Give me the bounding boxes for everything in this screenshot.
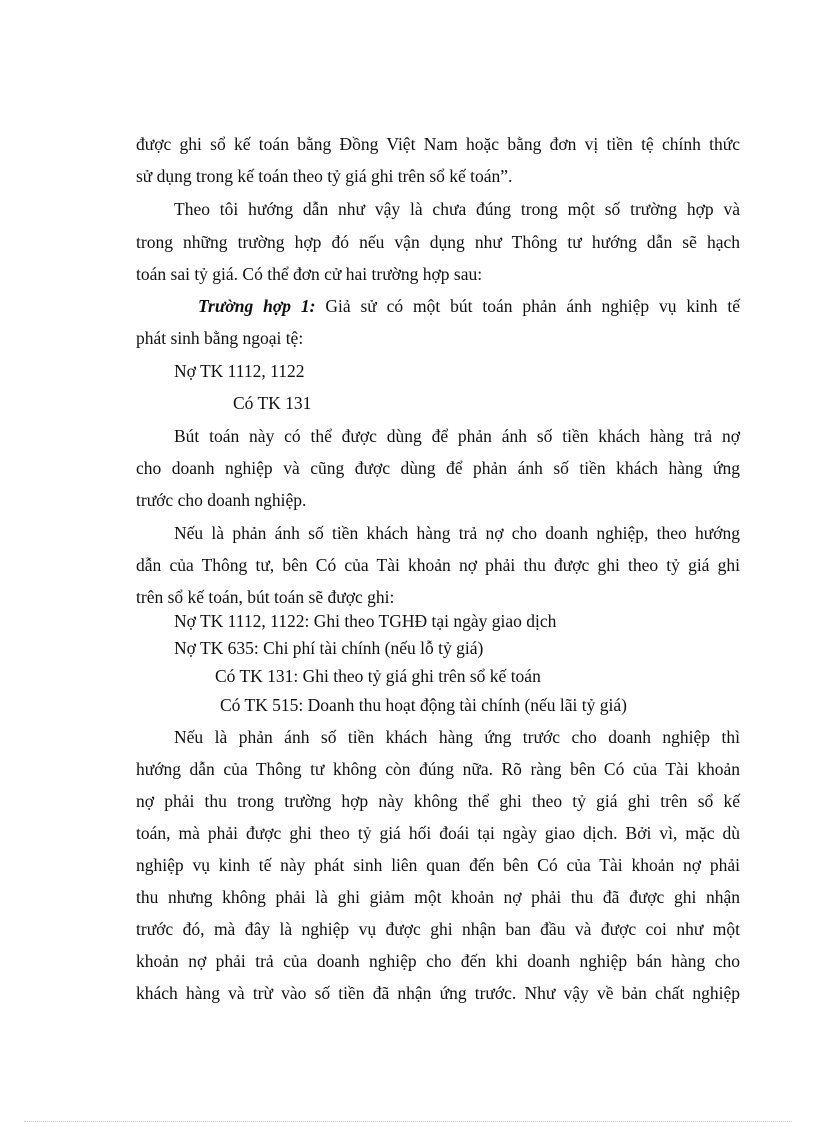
text-line: dẫn của Thông tư, bên Có của Tài khoản nợ phải thu được ghi theo tỷ giá ghi bbox=[136, 555, 740, 575]
text-line: nợ phải thu trong trường hợp này không thể ghi theo tỷ giá ghi trên sổ kế bbox=[136, 791, 740, 811]
text-line: trước đó, mà đây là nghiệp vụ được ghi nhận ban đầu và được coi như một bbox=[136, 919, 740, 939]
text-line: trên sổ kế toán, bút toán sẽ được ghi: bbox=[136, 587, 395, 607]
text-line: nghiệp vụ kinh tế này phát sinh liên quan đến bên Có của Tài khoản nợ phải bbox=[136, 855, 740, 875]
text-line: khoản nợ phải trả của doanh nghiệp cho đến khi doanh nghiệp bán hàng cho bbox=[136, 951, 740, 971]
entry-line: Nợ TK 1112, 1122: Ghi theo TGHĐ tại ngày giao dịch bbox=[174, 611, 557, 631]
text-line: sử dụng trong kế toán theo tỷ giá ghi trên sổ kế toán”. bbox=[136, 166, 513, 186]
case-label: Trường hợp 1: bbox=[198, 296, 316, 316]
text-line: Nếu là phản ánh số tiền khách hàng ứng trước cho doanh nghiệp thì bbox=[174, 727, 740, 747]
entry-line: Có TK 131 bbox=[233, 393, 312, 413]
text-line: được ghi sổ kế toán bằng Đồng Việt Nam hoặc bằng đơn vị tiền tệ chính thức bbox=[136, 134, 740, 154]
text-line: toán sai tỷ giá. Có thể đơn cử hai trường hợp sau: bbox=[136, 264, 483, 284]
page-bottom-divider bbox=[24, 1121, 792, 1122]
text-line: trong những trường hợp đó nếu vận dụng như Thông tư hướng dẫn sẽ hạch bbox=[136, 232, 740, 252]
text-line: trước cho doanh nghiệp. bbox=[136, 490, 307, 510]
text-line: thu nhưng không phải là ghi giảm một khoản nợ phải thu đã được ghi nhận bbox=[136, 887, 740, 907]
entry-line: Nợ TK 1112, 1122 bbox=[174, 361, 305, 381]
entry-line: Nợ TK 635: Chi phí tài chính (nếu lỗ tỷ giá) bbox=[174, 638, 484, 658]
text-line: Bút toán này có thể được dùng để phản ánh số tiền khách hàng trả nợ bbox=[174, 426, 740, 446]
text-line: cho doanh nghiệp và cũng được dùng để phản ánh số tiền khách hàng ứng bbox=[136, 458, 740, 478]
text-line: hướng dẫn của Thông tư không còn đúng nữa. Rõ ràng bên Có của Tài khoản bbox=[136, 759, 740, 779]
text-line: toán, mà phải được ghi theo tỷ giá hối đoái tại ngày giao dịch. Bởi vì, mặc dù bbox=[136, 823, 740, 843]
entry-line: Có TK 515: Doanh thu hoạt động tài chính (nếu lãi tỷ giá) bbox=[220, 695, 627, 715]
entry-line: Có TK 131: Ghi theo tỷ giá ghi trên sổ kế toán bbox=[215, 666, 541, 686]
text-line: Theo tôi hướng dẫn như vậy là chưa đúng trong một số trường hợp và bbox=[174, 199, 740, 219]
case-heading-line bbox=[198, 294, 740, 318]
text-line: khách hàng và trừ vào số tiền đã nhận ứng trước. Như vậy về bản chất nghiệp bbox=[136, 983, 740, 1003]
case-text: Giả sử có một bút toán phản ánh nghiệp vụ kinh tế bbox=[325, 296, 741, 316]
text-line: phát sinh bằng ngoại tệ: bbox=[136, 328, 304, 348]
text-line: Nếu là phản ánh số tiền khách hàng trả nợ cho doanh nghiệp, theo hướng bbox=[174, 523, 740, 543]
